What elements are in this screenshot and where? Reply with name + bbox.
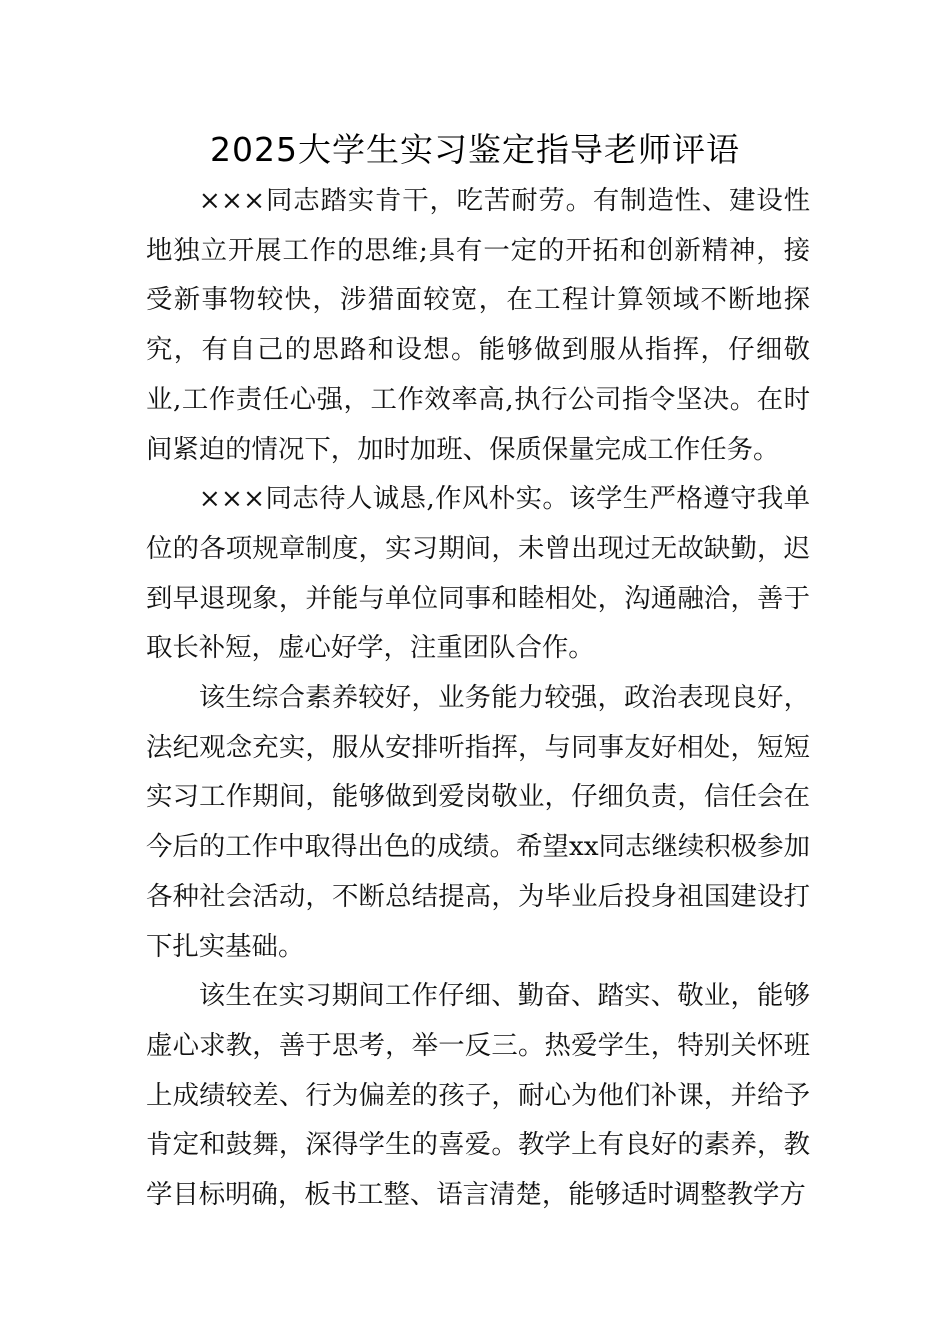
paragraph-3: 该生综合素养较好，业务能力较强，政治表现良好，法纪观念充实，服从安排听指挥，与同事友好相处，短短实习工作期间，能够做到爱岗敬业，仔细负责，信任会在今后的工作中取得出色的成绩。希望xx同志继续积极参加各种社会活动，不断总结提高，为毕业后投身祖国建设打下扎实基础。 (146, 682, 810, 962)
document-body (146, 176, 810, 1220)
document-title: 2025大学生实习鉴定指导老师评语 (210, 130, 740, 169)
paragraph-1: ×××同志踏实肯干，吃苦耐劳。有制造性、建设性地独立开展工作的思维;具有一定的开拓和创新精神，接受新事物较快，涉猎面较宽，在工程计算领域不断地探究，有自己的思路和设想。能够做到服从指挥，仔细敬业,工作责任心强，工作效率高,执行公司指令坚决。在时间紧迫的情况下，加时加班、保质保量完成工作任务。 (146, 185, 810, 465)
paragraph-2: ×××同志待人诚恳,作风朴实。该学生严格遵守我单位的各项规章制度，实习期间，未曾出现过无故缺勤，迟到早退现象，并能与单位同事和睦相处，沟通融洽，善于取长补短，虚心好学，注重团队合作。 (146, 483, 810, 664)
paragraph-4: 该生在实习期间工作仔细、勤奋、踏实、敬业，能够虚心求教，善于思考，举一反三。热爱学生，特别关怀班上成绩较差、行为偏差的孩子，耐心为他们补课，并给予肯定和鼓舞，深得学生的喜爱。教学上有良好的素养，教学目标明确，板书工整、语言清楚，能够适时调整教学方 (146, 980, 810, 1211)
